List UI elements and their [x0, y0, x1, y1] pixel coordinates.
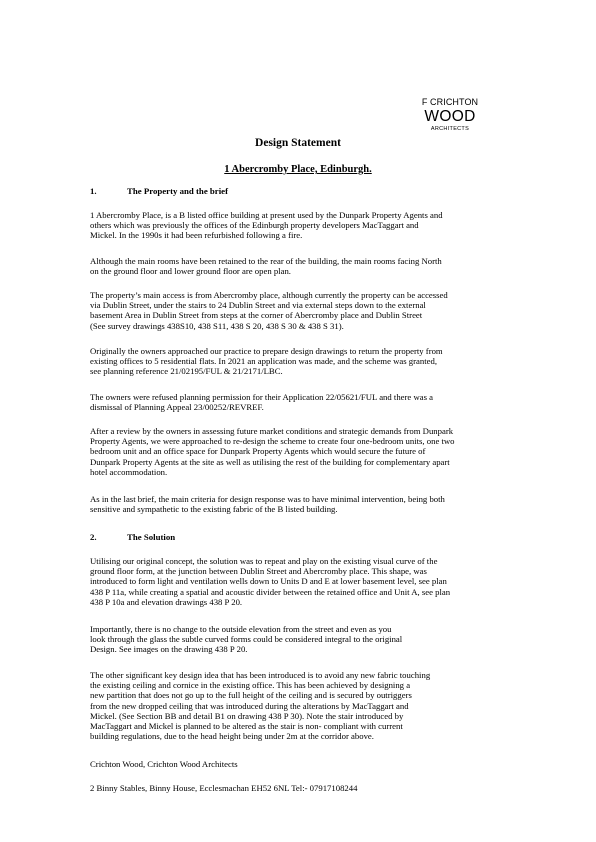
text-line: ground floor form, at the junction between Dublin Street and Abercromby place. This shape, was	[90, 566, 427, 577]
text-line: dismissal of Planning Appeal 23/00252/REVREF.	[90, 402, 264, 413]
text-line: existing offices to 5 residential flats. In 2021 an application was made, and the scheme was granted,	[90, 356, 437, 367]
text-line: (See survey drawings 438S10, 438 S11, 438 S 20, 438 S 30 & 438 S 31).	[90, 320, 344, 331]
logo-line-1: F CRICHTON	[421, 97, 479, 107]
text-line: sensitive and sympathetic to the existing fabric of the B listed building.	[90, 504, 338, 515]
paragraph	[90, 670, 520, 741]
text-line: The owners were refused planning permission for their Application 22/05621/FUL and there was a	[90, 392, 433, 402]
document-subtitle: 1 Abercromby Place, Edinburgh.	[224, 164, 372, 175]
paragraph	[90, 210, 520, 241]
text-line: via Dublin Street, under the stairs to 24 Dublin Street and via external steps down to the external	[90, 300, 426, 311]
text-line: Originally the owners approached our practice to prepare design drawings to return the property from	[90, 346, 443, 356]
text-line: MacTaggart and Mickel is planned to be altered as the stair is non- compliant with current	[90, 721, 403, 732]
paragraph	[90, 426, 520, 477]
text-line: 438 P 10a and elevation drawings 438 P 20.	[90, 596, 243, 607]
text-line: Mickel. In the 1990s it had been refurbished following a fire.	[90, 230, 303, 241]
text-line: The property’s main access is from Abercromby place, although currently the property can be accessed	[90, 290, 448, 300]
logo-line-2: WOOD	[424, 108, 476, 125]
text-line: see planning reference 21/02195/FUL & 21/2171/LBC.	[90, 366, 283, 377]
document-title: Design Statement	[255, 137, 341, 149]
text-line: Design. See images on the drawing 438 P 20.	[90, 644, 248, 655]
text-line: Mickel. (See Section BB and detail B1 on drawing 438 P 30). Note the stair introduced by	[90, 710, 404, 721]
section-number: 1.	[90, 186, 97, 196]
text-line: The other significant key design idea that has been introduced is to avoid any new fabric touching	[90, 670, 431, 680]
text-line: 1 Abercromby Place, is a B listed office building at present used by the Dunpark Property Agents and	[90, 210, 443, 220]
text-line: Crichton Wood, Crichton Wood Architects	[90, 759, 238, 769]
text-line: from the new dropped ceiling that was introduced during the alterations by MacTaggart and	[90, 700, 409, 711]
text-line: As in the last brief, the main criteria for design response was to have minimal intervention, being both	[90, 494, 445, 504]
paragraph	[90, 392, 520, 412]
paragraph	[90, 256, 520, 276]
text-line: 2 Binny Stables, Binny House, Ecclesmachan EH52 6NL Tel:- 07917108244	[90, 783, 358, 793]
paragraph	[90, 624, 520, 655]
section-title: The Property and the brief	[127, 186, 228, 196]
text-line: look through the glass the subtle curved forms could be considered integral to the original	[90, 634, 403, 645]
section-number: 2.	[90, 532, 97, 542]
text-line: the existing ceiling and cornice in the existing office. This has been achieved by designing a	[90, 680, 411, 691]
paragraph	[90, 290, 520, 331]
text-line: basement Area in Dublin Street from steps at the corner of Abercromby place and Dublin Street	[90, 310, 423, 321]
text-line: introduced to form light and ventilation wells down to Units D and E at lower basement level, see plan	[90, 576, 447, 587]
text-line: Dunpark Property Agents at the site as well as utilising the rest of the building for complementary apart	[90, 456, 450, 467]
address	[90, 783, 520, 793]
text-line: 438 P 11a, while creating a spatial and acoustic divider between the retained office and Unit A, see plan	[90, 586, 451, 597]
text-line: Importantly, there is no change to the outside elevation from the street and even as you	[90, 624, 392, 634]
text-line: hotel accommodation.	[90, 466, 168, 477]
company-logo	[418, 98, 482, 132]
signature	[90, 759, 520, 769]
text-line: on the ground floor and lower ground floor are open plan.	[90, 266, 291, 277]
section-2-heading	[90, 532, 175, 542]
text-line: others which was previously the offices of the Edinburgh property developers MacTaggart and	[90, 220, 419, 231]
text-line: Property Agents, we were approached to re-design the scheme to create four one-bedroom units, one two	[90, 436, 455, 447]
text-line: Utilising our original concept, the solution was to repeat and play on the existing visual curve of the	[90, 556, 438, 566]
logo-line-3: ARCHITECTS	[430, 125, 470, 132]
paragraph	[90, 346, 520, 377]
section-title: The Solution	[127, 532, 176, 542]
text-line: After a review by the owners in assessing future market conditions and strategic demands from Dunpark	[90, 426, 454, 436]
paragraph	[90, 494, 520, 514]
text-line: building regulations, due to the head height being under 2m at the corridor above.	[90, 731, 374, 742]
text-line: new partition that does not go up to the full height of the ceiling and is secured by outriggers	[90, 690, 412, 701]
paragraph	[90, 556, 520, 607]
text-line: Although the main rooms have been retained to the rear of the building, the main rooms facing North	[90, 256, 442, 266]
text-line: bedroom unit and an office space for Dunpark Property Agents which would secure the future of	[90, 446, 426, 457]
section-1-heading	[90, 186, 228, 196]
